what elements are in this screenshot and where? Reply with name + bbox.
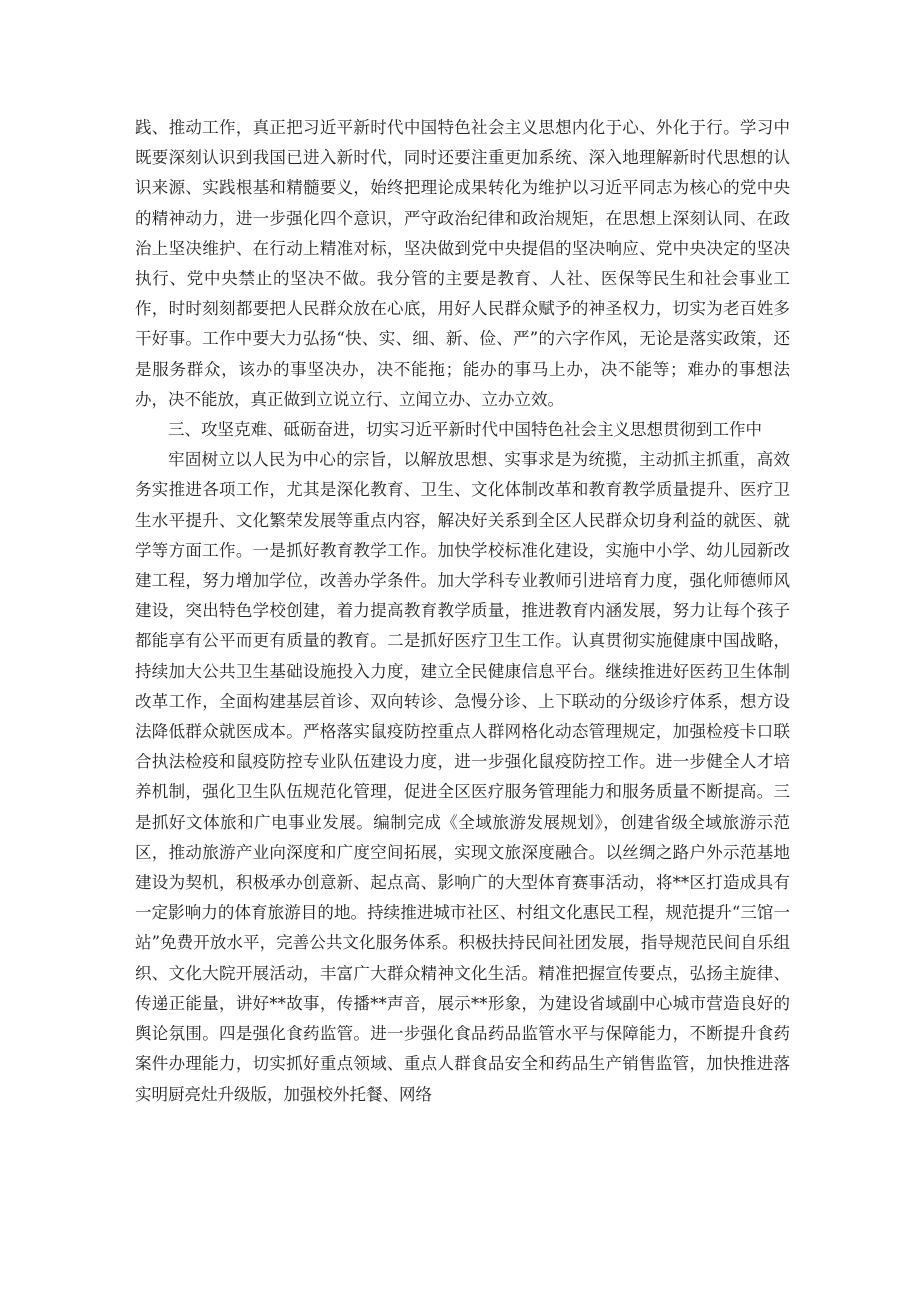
section-heading: 三、攻坚克难、砥砺奋进，切实习近平新时代中国特色社会主义思想贯彻到工作中	[168, 420, 762, 440]
paragraph-continued: 践、推动工作，真正把习近平新时代中国特色社会主义思想内化于心、外化于行。学习中既要深刻认识到我国已进入新时代，同时还要注重更加系统、深入地理解新时代思想的认识来源、实践根基和精髓要义，始终把理论成果转化为维护以习近平同志为核心的党中央的精神动力，进一步强化四个意识，严守政治纪律和政治规矩，在思想上深刻认同、在政治上坚决维护、在行动上精准对标，坚决做到党中央提倡的坚决响应、党中央决定的坚决执行、党中央禁止的坚决不做。我分管的主要是教育、人社、医保等民生和社会事业工作，时时刻刻都要把人民群众放在心底，用好人民群众赋予的神圣权力，切实为老百姓多干好事。工作中要大力弘扬“快、实、细、新、俭、严”的六字作风，无论是落实政策，还是服务群众，该办的事坚决办，决不能拖；能办的事马上办，决不能等；难办的事想法办，决不能放，真正做到立说立行、立闻立办、立办立效。	[135, 118, 790, 409]
paragraph-body: 牢固树立以人民为中心的宗旨，以解放思想、实事求是为统揽，主动抓主抓重，高效务实推进各项工作，尤其是深化教育、卫生、文化体制改革和教育教学质量提升、医疗卫生水平提升、文化繁荣发展等重点内容，解决好关系到全区人民群众切身利益的就医、就学等方面工作。一是抓好教育教学工作。加快学校标准化建设，实施中小学、幼儿园新改建工程，努力增加学位，改善办学条件。加大学科专业教师引进培育力度，强化师德师风建设，突出特色学校创建，着力提高教育教学质量，推进教育内涵发展，努力让每个孩子都能享有公平而更有质量的教育。二是抓好医疗卫生工作。认真贯彻实施健康中国战略，持续加大公共卫生基础设施投入力度，建立全民健康信息平台。继续推进好医药卫生体制改革工作，全面构建基层首诊、双向转诊、急慢分诊、上下联动的分级诊疗体系，想方设法降低群众就医成本。严格落实鼠疫防控重点人群网格化动态管理规定，加强检疫卡口联合执法检疫和鼠疫防控专业队伍建设力度，进一步强化鼠疫防控工作。进一步健全人才培养机制，强化卫生队伍规范化管理，促进全区医疗服务管理能力和服务质量不断提高。三是抓好文体旅和广电事业发展。编制完成《全域旅游发展规划》，创建省级全域旅游示范区，推动旅游产业向深度和广度空间拓展，实现文旅深度融合。以丝绸之路户外示范基地建设为契机，积极承办创意新、起点高、影响广的大型体育赛事活动，将**区打造成具有一定影响力的体育旅游目的地。持续推进城市社区、村组文化惠民工程，规范提升“三馆一站”免费开放水平，完善公共文化服务体系。积极扶持民间社团发展，指导规范民间自乐组织、文化大院开展活动，丰富广大群众精神文化生活。精准把握宣传要点，弘扬主旋律、传递正能量，讲好**故事，传播**声音，展示**形象，为建设省域副中心城市营造良好的舆论氛围。四是强化食药监管。进一步强化食品药品监管水平与保障能力，不断提升食药案件办理能力，切实抓好重点领域、重点人群食品安全和药品生产销售监管，加快推进落实明厨亮灶升级版，加强校外托餐、网络	[135, 450, 790, 1104]
document-body	[135, 113, 790, 1110]
